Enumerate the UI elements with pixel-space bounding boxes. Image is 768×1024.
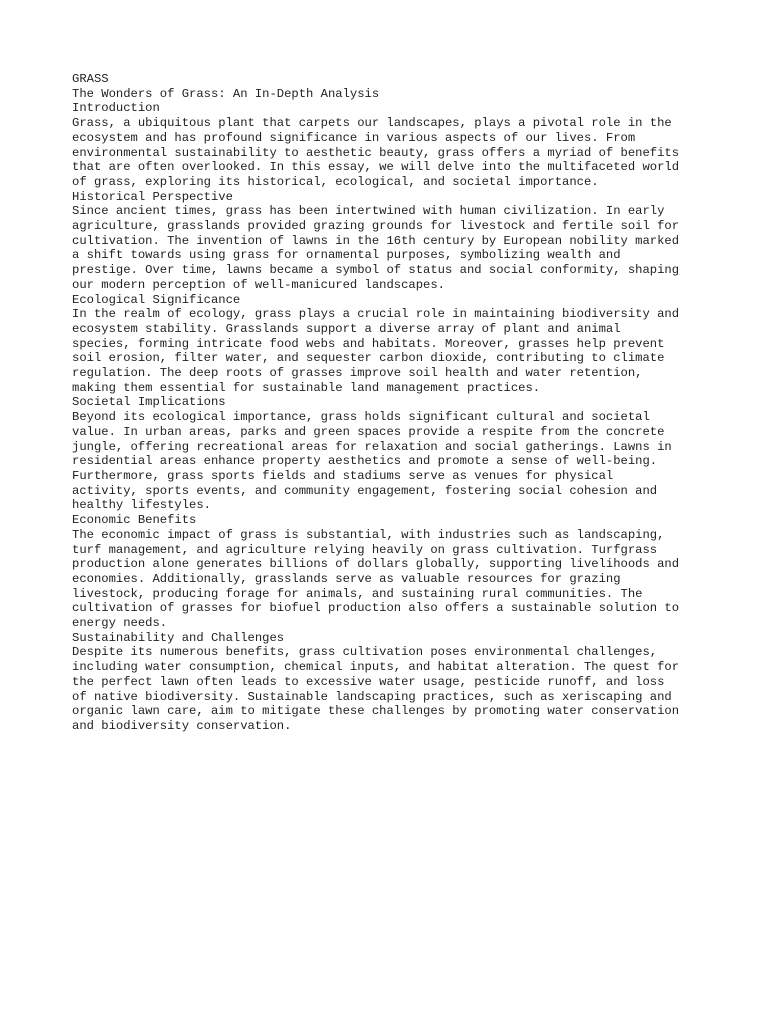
paragraph-line: making them essential for sustainable land management practices. [72,380,541,395]
section-heading: Historical Perspective [72,189,233,204]
paragraph-line: Beyond its ecological importance, grass holds significant cultural and societal [72,410,650,425]
section [72,101,702,189]
paragraph-line: jungle, offering recreational areas for relaxation and social gatherings. Lawns in [72,439,672,454]
paragraph-line: healthy lifestyles. [72,498,211,513]
paragraph-line: Grass, a ubiquitous plant that carpets our landscapes, plays a pivotal role in the [72,116,672,131]
document-body [72,101,702,733]
paragraph-line: regulation. The deep roots of grasses improve soil health and water retention, [72,366,643,381]
paragraph-line: agriculture, grasslands provided grazing grounds for livestock and fertile soil for [72,219,680,234]
paragraph-line: livestock, producing forage for animals, and sustaining rural communities. The [72,586,643,601]
section-heading: Ecological Significance [72,292,241,307]
section-heading: Sustainability and Challenges [72,630,285,645]
paragraph-line: production alone generates billions of dollars globally, supporting livelihoods and [72,557,680,572]
paragraph-line: species, forming intricate food webs and habitats. Moreover, grasses help prevent [72,336,665,351]
paragraph-line: activity, sports events, and community engagement, fostering social cohesion and [72,483,658,498]
paragraph-line: a shift towards using grass for ornamental purposes, symbolizing wealth and [72,248,621,263]
paragraph-line: ecosystem stability. Grasslands support a diverse array of plant and animal [72,321,621,336]
paragraph-line: The economic impact of grass is substantial, with industries such as landscaping, [72,527,665,542]
paragraph-line: soil erosion, filter water, and sequester carbon dioxide, contributing to climate [72,351,665,366]
section-heading: Introduction [72,101,160,116]
paragraph-line: cultivation of grasses for biofuel production also offers a sustainable solution to [72,601,680,616]
paragraph-line: ecosystem and has profound significance in various aspects of our lives. From [72,130,636,145]
paragraph-line: economies. Additionally, grasslands serve as valuable resources for grazing [72,571,621,586]
paragraph-line: that are often overlooked. In this essay, we will delve into the multifaceted world [72,160,680,175]
section [72,190,702,293]
section [72,395,702,513]
paragraph-line: environmental sustainability to aesthetic beauty, grass offers a myriad of benefits [72,145,680,160]
section [72,513,702,631]
document-heading: GRASS [72,72,109,86]
paragraph-line: and biodiversity conservation. [72,718,292,733]
paragraph-line: Despite its numerous benefits, grass cultivation poses environmental challenges, [72,645,658,660]
paragraph-line: cultivation. The invention of lawns in the 16th century by European nobility marked [72,233,680,248]
paragraph-line: prestige. Over time, lawns became a symbol of status and social conformity, shaping [72,263,680,278]
document-title: The Wonders of Grass: An In-Depth Analysis [72,86,380,101]
paragraph-line: organic lawn care, aim to mitigate these challenges by promoting water conservation [72,704,680,719]
paragraph-line: Since ancient times, grass has been intertwined with human civilization. In early [72,204,665,219]
section-heading: Economic Benefits [72,513,197,528]
paragraph-line: energy needs. [72,616,168,631]
paragraph-line: residential areas enhance property aesthetics and promote a sense of well-being. [72,454,658,469]
paragraph-line: including water consumption, chemical inputs, and habitat alteration. The quest for [72,660,680,675]
section [72,293,702,396]
paragraph-line: of grass, exploring its historical, ecological, and societal importance. [72,174,599,189]
paragraph-line: the perfect lawn often leads to excessive water usage, pesticide runoff, and loss [72,674,665,689]
section [72,631,702,734]
paragraph-line: value. In urban areas, parks and green spaces provide a respite from the concrete [72,424,665,439]
paragraph-line: our modern perception of well-manicured landscapes. [72,277,445,292]
document-page [72,72,702,734]
paragraph-line: Furthermore, grass sports fields and stadiums serve as venues for physical [72,468,614,483]
paragraph-line: turf management, and agriculture relying heavily on grass cultivation. Turfgrass [72,542,658,557]
section-heading: Societal Implications [72,395,226,410]
paragraph-line: of native biodiversity. Sustainable landscaping practices, such as xeriscaping and [72,689,672,704]
paragraph-line: In the realm of ecology, grass plays a crucial role in maintaining biodiversity and [72,307,680,322]
